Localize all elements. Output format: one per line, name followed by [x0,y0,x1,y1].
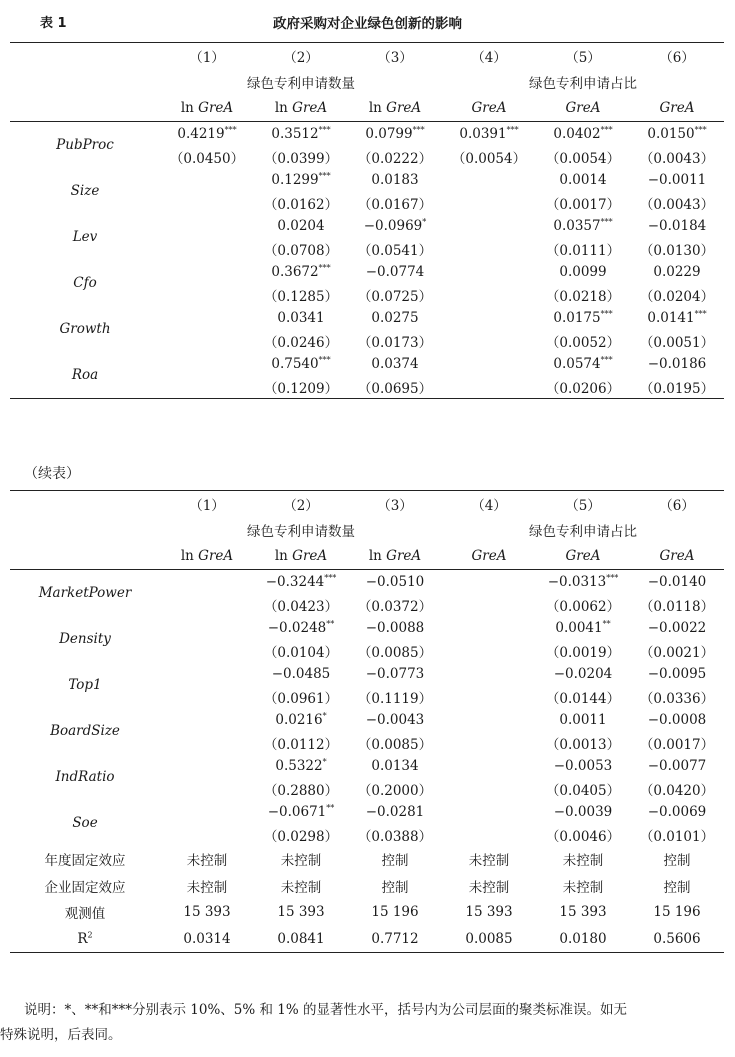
significance-stars: * [422,217,427,226]
significance-stars: *** [324,573,337,582]
coef-cell [442,168,536,191]
stderr-cell [160,639,254,662]
coef-cell: 0.0014 [559,171,607,188]
coef-row [10,122,724,146]
coef-cell: 0.0275 [371,309,419,326]
coef-cell: −0.0485 [271,665,331,682]
stderr-cell: （0.0336） [639,690,715,707]
coef-cell: 0.0402*** [553,125,613,142]
variable-label: Top1 [68,677,102,693]
stderr-cell [160,237,254,260]
coef-cell: −0.0095 [647,665,707,682]
group-header-count: 绿色专利申请数量 [247,524,355,540]
coef-row [10,662,724,685]
coef-row [10,800,724,823]
col-number: （5） [536,43,630,70]
coef-cell: −0.0008 [647,711,707,728]
stderr-cell: （0.0013） [545,736,621,753]
group-header-count: 绿色专利申请数量 [247,76,355,92]
significance-stars: *** [600,217,613,226]
coef-cell: −0.0186 [647,355,707,372]
coef-cell: −0.0204 [553,665,613,682]
footer-cell: 未控制 [468,879,510,896]
coef-cell [160,800,254,823]
footer-cell: 未控制 [280,879,322,896]
coef-row [10,352,724,375]
coef-cell: −0.0510 [365,573,425,590]
stderr-cell: （0.0052） [545,334,621,351]
coef-cell: 0.0799*** [365,125,425,142]
footer-cell: 15 196 [653,904,701,921]
stderr-cell [160,191,254,214]
stderr-cell: （0.0043） [639,150,715,167]
stderr-cell [160,777,254,800]
significance-stars: *** [694,125,707,134]
stderr-cell: （0.0101） [639,828,715,845]
stderr-cell [160,375,254,399]
stderr-cell: （0.0054） [545,150,621,167]
footer-cell: 0.0085 [442,926,536,953]
footer-cell: 15 393 [277,904,325,921]
footer-cell: 0.0314 [160,926,254,953]
stderr-cell [442,639,536,662]
table-number: 表 1 [40,16,67,31]
footer-cell: 未控制 [280,853,322,870]
dep-var-header: GreA [442,95,536,122]
variable-label: Size [70,183,100,199]
coef-cell: −0.0011 [647,171,707,188]
footer-cell: 0.0180 [536,926,630,953]
footer-label: 企业固定效应 [44,879,126,896]
coef-cell: −0.0774 [365,263,425,280]
coef-cell: 0.3512*** [271,125,331,142]
footer-cell: 15 196 [371,904,419,921]
coef-row [10,754,724,777]
significance-stars: *** [224,125,237,134]
significance-stars: *** [318,125,331,134]
coef-row [10,570,724,594]
coef-cell [442,260,536,283]
stderr-cell: （0.0541） [357,242,433,259]
coef-cell: −0.3244*** [265,573,337,590]
significance-stars: * [322,757,327,766]
coef-cell: −0.0022 [647,619,707,636]
coef-cell [160,168,254,191]
col-number: （3） [348,491,442,518]
stderr-cell: （0.0372） [357,598,433,615]
coef-cell: −0.0043 [365,711,425,728]
variable-label: Density [59,631,111,647]
stderr-cell: （0.0051） [639,334,715,351]
stderr-cell [442,685,536,708]
coef-row [10,214,724,237]
stderr-cell: （0.0173） [357,334,433,351]
significance-stars: *** [694,309,707,318]
footer-cell: 15 393 [183,904,231,921]
footer-cell: 未控制 [186,853,228,870]
coef-cell: −0.0773 [365,665,425,682]
coef-cell [442,754,536,777]
coef-cell: 0.0357*** [553,217,613,234]
significance-stars: *** [318,355,331,364]
stderr-cell: （0.0298） [263,828,339,845]
stderr-cell: （0.1119） [357,690,433,707]
stderr-cell [160,593,254,616]
coef-cell: 0.0391*** [459,125,519,142]
coef-row [10,306,724,329]
stderr-cell: （0.1209） [254,375,348,399]
coef-cell [442,306,536,329]
table-caption [0,8,735,32]
stderr-cell: （0.0695） [348,375,442,399]
coef-cell: 0.0175*** [553,309,613,326]
significance-stars: *** [506,125,519,134]
variable-label: Soe [72,815,98,831]
coef-cell: 0.0341 [277,309,325,326]
regression-table-part1 [10,42,724,399]
stderr-cell: （0.0420） [639,782,715,799]
significance-stars: ** [602,619,611,628]
coef-cell: 0.0574*** [553,355,613,372]
coef-cell: −0.0077 [647,757,707,774]
coef-cell: −0.0069 [647,803,707,820]
table-body-part1 [10,122,724,399]
dep-var-header: ln GreA [348,95,442,122]
footer-row [10,926,724,953]
stderr-cell: （0.0162） [263,196,339,213]
group-header-share: 绿色专利申请占比 [529,76,637,92]
footer-cell: 控制 [663,879,691,896]
variable-label: BoardSize [50,723,120,739]
stderr-cell: （0.0246） [263,334,339,351]
coef-cell [160,708,254,731]
stderr-cell: （0.0130） [639,242,715,259]
stderr-cell: （0.0017） [639,736,715,753]
dep-var-header: GreA [536,543,630,570]
coef-cell [160,662,254,685]
stderr-cell: （0.0388） [357,828,433,845]
coef-cell: 0.0183 [371,171,419,188]
footer-cell: 控制 [663,853,691,870]
significance-stars: *** [412,125,425,134]
stderr-cell [160,823,254,846]
col-number: （1） [160,43,254,70]
stderr-cell: （0.2000） [357,782,433,799]
stderr-cell: （0.0019） [545,644,621,661]
footer-cell: 未控制 [562,879,604,896]
stderr-cell: （0.0222） [357,150,433,167]
col-number: （3） [348,43,442,70]
coef-cell [442,352,536,375]
stderr-cell [442,731,536,754]
group-header-share: 绿色专利申请占比 [529,524,637,540]
coef-cell [442,616,536,639]
coef-cell [160,214,254,237]
note-line-2: 特殊说明，后表同。 [0,1027,122,1043]
coef-row [10,168,724,191]
stderr-cell: （0.0112） [263,736,339,753]
coef-cell [442,708,536,731]
coef-cell: 0.0150*** [647,125,707,142]
dep-var-header: GreA [442,543,536,570]
stderr-cell [442,593,536,616]
coef-cell: 0.7540*** [271,355,331,372]
stderr-cell: （0.0206） [536,375,630,399]
coef-cell [442,570,536,594]
table-footer-stats [10,846,724,953]
significance-stars: *** [318,171,331,180]
variable-label: IndRatio [55,769,115,785]
stderr-cell: （0.0046） [545,828,621,845]
footer-cell: 0.5606 [630,926,724,953]
significance-stars: *** [600,125,613,134]
stderr-cell: （0.0167） [357,196,433,213]
coef-cell [442,214,536,237]
significance-stars: *** [600,355,613,364]
stderr-cell: （0.0423） [263,598,339,615]
note-line-1: 说明：*、**和***分别表示 10%、5% 和 1% 的显著性水平，括号内为公司层面的聚类标准误。如无 [24,1002,628,1018]
variable-label: Cfo [73,275,97,291]
table-title: 政府采购对企业绿色创新的影响 [273,16,462,32]
coef-cell: 0.0204 [277,217,325,234]
col-number: （5） [536,491,630,518]
variable-label: Roa [10,352,160,399]
stderr-cell: （0.0104） [263,644,339,661]
stderr-cell [442,191,536,214]
stderr-cell: （0.0062） [545,598,621,615]
col-number: （6） [630,43,724,70]
coef-cell: 0.0229 [653,263,701,280]
stderr-cell: （0.0144） [545,690,621,707]
coef-cell: −0.0088 [365,619,425,636]
coef-cell [160,260,254,283]
stderr-cell: （0.1285） [263,288,339,305]
stderr-cell: （0.0399） [263,150,339,167]
stderr-cell [160,283,254,306]
footer-cell: 0.7712 [348,926,442,953]
coef-cell: −0.0184 [647,217,707,234]
stderr-cell [442,777,536,800]
dep-var-header: ln GreA [348,543,442,570]
variable-label: PubProc [56,137,114,153]
significance-stars: * [322,711,327,720]
coef-cell: 0.1299*** [271,171,331,188]
stderr-cell: （0.0021） [639,644,715,661]
variable-label: MarketPower [38,585,132,601]
footer-cell: 控制 [381,879,409,896]
coef-cell: 0.0374 [371,355,419,372]
col-number: （4） [442,491,536,518]
coef-cell: −0.0053 [553,757,613,774]
table-note [0,998,735,1048]
stderr-cell: （0.2880） [263,782,339,799]
dep-var-header: ln GreA [254,95,348,122]
footer-label: 观测值 [64,906,106,923]
stderr-cell: （0.0043） [639,196,715,213]
dep-var-header: GreA [630,543,724,570]
coef-cell: 0.0041** [555,619,611,636]
footer-row [10,846,724,873]
dep-var-header: ln GreA [254,543,348,570]
significance-stars: ** [326,803,335,812]
footer-cell: 未控制 [468,853,510,870]
continued-label: （续表） [24,466,80,482]
coef-cell [442,800,536,823]
footer-label: $R^2$ [10,926,160,953]
footer-label: 年度固定效应 [44,853,126,870]
footer-cell: 15 393 [465,904,513,921]
stderr-cell: （0.0054） [451,150,527,167]
coef-cell [160,616,254,639]
coef-cell: 0.0011 [559,711,607,728]
stderr-cell: （0.0405） [545,782,621,799]
significance-stars: *** [606,573,619,582]
dep-var-header: ln GreA [160,95,254,122]
stderr-cell: （0.0961） [263,690,339,707]
stderr-cell: （0.0111） [545,242,621,259]
coef-cell: −0.0248** [267,619,335,636]
coef-cell: 0.0141*** [647,309,707,326]
significance-stars: ** [326,619,335,628]
coef-cell: 0.5322* [275,757,327,774]
footer-cell: 未控制 [186,879,228,896]
coef-cell: 0.3672*** [271,263,331,280]
footer-cell: 15 393 [559,904,607,921]
col-number: （6） [630,491,724,518]
coef-cell: 0.0216* [275,711,327,728]
coef-cell: 0.4219*** [177,125,237,142]
coef-cell: −0.0039 [553,803,613,820]
stderr-cell: （0.0204） [639,288,715,305]
regression-table-part2 [10,490,724,953]
table-body-part2 [10,570,724,847]
significance-stars: *** [318,263,331,272]
stderr-cell: （0.0450） [169,150,245,167]
coef-cell [160,570,254,594]
coef-cell [442,662,536,685]
stderr-cell [442,283,536,306]
coef-cell [160,352,254,375]
dep-var-header: GreA [630,95,724,122]
stderr-cell: （0.0725） [357,288,433,305]
stderr-cell: （0.0708） [263,242,339,259]
stderr-cell [160,329,254,352]
footer-cell: 控制 [381,853,409,870]
coef-cell [160,306,254,329]
coef-cell: −0.0969* [363,217,427,234]
stderr-cell: （0.0085） [357,644,433,661]
footer-row [10,873,724,900]
coef-row [10,708,724,731]
stderr-cell [160,731,254,754]
stderr-cell [442,823,536,846]
stderr-cell [442,375,536,399]
stderr-cell: （0.0195） [630,375,724,399]
dep-var-header: GreA [536,95,630,122]
coef-row [10,260,724,283]
coef-cell: −0.0140 [647,573,707,590]
stderr-cell: （0.0017） [545,196,621,213]
coef-row [10,616,724,639]
stderr-cell [442,329,536,352]
coef-cell: −0.0671** [267,803,335,820]
coef-cell: −0.0281 [365,803,425,820]
stderr-cell [160,685,254,708]
variable-label: Lev [72,229,98,245]
coef-cell: 0.0134 [371,757,419,774]
footer-cell: 未控制 [562,853,604,870]
footer-cell: 0.0841 [254,926,348,953]
dep-var-header: ln GreA [160,543,254,570]
significance-stars: *** [600,309,613,318]
col-number: （2） [254,43,348,70]
stderr-cell: （0.0118） [639,598,715,615]
stderr-cell: （0.0085） [357,736,433,753]
coef-cell [160,754,254,777]
coef-cell: 0.0099 [559,263,607,280]
col-number: （2） [254,491,348,518]
stderr-cell: （0.0218） [545,288,621,305]
col-number: （1） [160,491,254,518]
stderr-cell [442,237,536,260]
coef-cell: −0.0313*** [547,573,619,590]
variable-label: Growth [59,321,111,337]
footer-row [10,899,724,926]
col-number: （4） [442,43,536,70]
